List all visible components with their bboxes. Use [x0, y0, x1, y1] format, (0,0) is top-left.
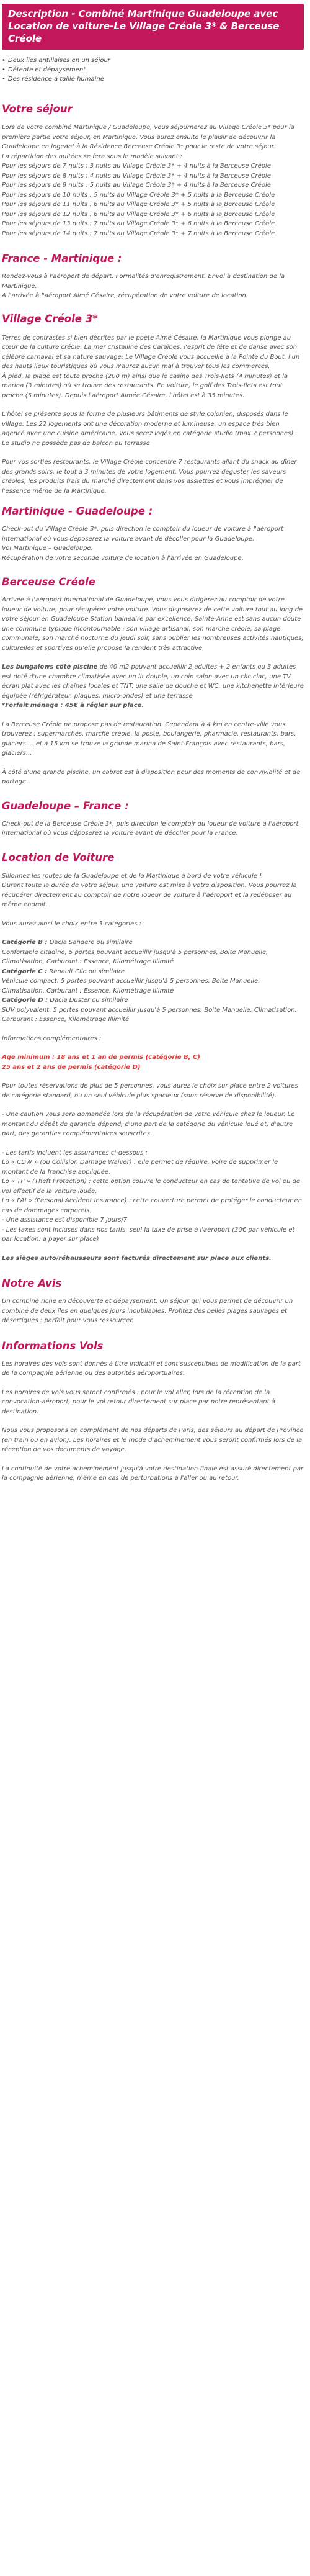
paragraph: La continuité de votre acheminement jusqu'à votre destination finale est assuré directement par la compagnie aérienne, même en cas de perturbations à l'aller ou au retour.	[2, 1465, 304, 1482]
paragraph: Les sièges auto/réhausseurs sont facturés directement sur place aux clients.	[2, 1254, 272, 1262]
paragraph: Pour les séjours de 11 nuits : 6 nuits au Village Créole 3* + 5 nuits à la Berceuse Créole	[2, 201, 275, 208]
category-b-title	[2, 938, 304, 948]
section-notre-avis	[0, 1277, 310, 1326]
category-b-detail: Confortable citadine, 5 portes,pouvant accueillir jusqu'à 5 personnes, Boite Manuelle, Climatisation, Carburant : Essence, Kilométrage Illimité	[2, 948, 268, 965]
category-model: Dacia Duster ou similaire	[48, 997, 128, 1004]
paragraph: Un combiné riche en découverte et dépaysement. Un séjour qui vous permet de découvrir un combiné de deux îles en quelques jours inoubliables. Profitez des belles plages sauvages et désertiques : parfait pour vous ressourcer.	[2, 1298, 293, 1324]
paragraph: - Les taxes sont incluses dans nos tarifs, seul la taxe de prise à l'aéroport (30€ par véhicule et par location, à payer sur place)	[2, 1226, 295, 1243]
paragraph: Pour les séjours de 9 nuits : 5 nuits au Village Créole 3* + 4 nuits à la Berceuse Créole	[2, 182, 271, 189]
page-title: Description - Combiné Martinique Guadeloupe avec Location de voiture-Le Village Créole 3* & Berceuse Créole	[8, 8, 280, 44]
info-title: Informations complémentaires :	[2, 1035, 102, 1042]
paragraph: *Forfait ménage : 45€ à régler sur place.	[2, 702, 144, 709]
section-title: Village Créole 3*	[2, 312, 98, 325]
paragraph: La Berceuse Créole ne propose pas de restauration. Cependant à 4 km en centre-ville vous trouverez : supermarchés, marché créole, la poste, boulangerie, pharmacie, restaurants, bars, glaciers.... et à 15 km se trouve la grande marina de Saint-François avec restaurants, bars, glaciers...	[2, 721, 296, 757]
paragraph: Pour les séjours de 10 nuits : 5 nuits au Village Créole 3* + 5 nuits à la Berceuse Créole	[2, 191, 275, 199]
highlight-item: • Deux îles antillaises en un séjour	[2, 56, 310, 65]
paragraph: Rendez-vous à l'aéroport de départ. Formalités d'enregistrement. Envol à destination de la Martinique.	[2, 273, 285, 290]
paragraph: L'hôtel se présente sous la forme de plusieurs bâtiments de style colonien, disposés dans le village. Les 22 logements ont une décoration moderne et lumineuse, un espace très bien agencé avec une cuisine américaine. Vous serez logés en catégorie studio (max 2 personnes). Le studio ne possède pas de balcon ou terrasse	[2, 411, 296, 447]
paragraph: - Une caution vous sera demandée lors de la récupération de votre véhicule chez le loueur. Le montant du dépôt de garantie dépend, d'une part de la catégorie du véhicule loué et, d'autre part, des garanties complémentaires souscrites.	[2, 1111, 295, 1137]
age-requirement: 25 ans et 2 ans de permis (catégorie D)	[2, 1063, 141, 1071]
bungalow-label: Les bungalows côté piscine	[2, 664, 98, 670]
paragraph: Pour les séjours de 14 nuits : 7 nuits au Village Créole 3* + 7 nuits à la Berceuse Créole	[2, 230, 275, 237]
paragraph: Check-out de la Berceuse Créole 3*, puis direction le comptoir du loueur de voiture à l'aéroport international où vous déposerez la voiture avant de décoller pour la France.	[2, 820, 299, 837]
paragraph: Vol Martinique – Guadeloupe.	[2, 545, 93, 552]
category-model: Renault Clio ou similaire	[47, 968, 125, 975]
section-votre-sejour	[0, 102, 310, 238]
section-village-creole	[0, 312, 310, 497]
highlights-list	[0, 56, 310, 84]
paragraph: - Une assistance est disponible 7 jours/7	[2, 1217, 128, 1223]
paragraph: À pied, la plage est toute proche (200 m) ainsi que le casino des Trois-Ilets (4 minutes) et la marina (3 minutes) où se trouve des restaurants. En voiture, le golf des Trois-Ilets est tout proche (5 minutes). Depuis l'aéroport Aimée Césaire, l'hôtel est à 35 minutes.	[2, 372, 288, 399]
paragraph: Pour les séjours de 7 nuits : 3 nuits au Village Créole 3* + 4 nuits à la Berceuse Créole	[2, 163, 271, 169]
section-informations-vols	[0, 1340, 310, 1484]
section-title: Location de Voiture	[2, 851, 115, 863]
paragraph: Pour les séjours de 13 nuits : 7 nuits au Village Créole 3* + 6 nuits à la Berceuse Créole	[2, 220, 275, 227]
age-requirement: Age minimum : 18 ans et 1 an de permis (catégorie B, C)	[2, 1054, 200, 1061]
section-title: Votre séjour	[2, 103, 73, 115]
section-title: Berceuse Créole	[2, 576, 95, 588]
category-label: Catégorie B :	[2, 939, 48, 946]
paragraph: La répartition des nuitées se fera sous le modèle suivant :	[2, 153, 183, 160]
section-title: France - Martinique :	[2, 253, 122, 264]
section-location-voiture	[0, 851, 310, 1264]
section-title: Guadeloupe – France :	[2, 799, 129, 812]
section-title: Notre Avis	[2, 1277, 62, 1289]
category-model: Dacia Sandero ou similaire	[47, 939, 133, 946]
paragraph: A l'arrivée à l'aéroport Aimé Césaire, récupération de votre voiture de location.	[2, 292, 248, 299]
section-title: Informations Vols	[2, 1340, 104, 1352]
paragraph: Récupération de votre seconde voiture de location à l'arrivée en Guadeloupe.	[2, 554, 244, 562]
highlight-item: • Détente et dépaysement	[2, 65, 310, 74]
paragraph: Vous aurez ainsi le choix entre 3 catégories :	[2, 920, 141, 927]
paragraph: Check-out du Village Créole 3*, puis direction le comptoir du loueur de voiture à l'aéroport international où vous déposerez la voiture avant de décoller pour la Guadeloupe.	[2, 526, 283, 543]
paragraph: Pour vos sorties restaurants, le Village Créole concentre 7 restaurants allant du snack au dîner des grands soirs, le tout à 3 minutes de votre logement. Vous pourrez déguster les saveurs créoles, les produits frais du marché directement dans vos assiettes et vous imprégner de l'essence même de la Martinique.	[2, 459, 297, 495]
paragraph: Les horaires des vols sont donnés à titre indicatif et sont susceptibles de modification de la part de la compagnie aérienne ou des autorités aéroportuaires.	[2, 1360, 301, 1377]
paragraph: Durant toute la durée de votre séjour, une voiture est mise à votre disposition. Vous pourrez la récupérer directement au comptoir de notre loueur de voiture à l'aéroport et la redéposer au même endroit.	[2, 882, 297, 908]
bungalow-description: de 40 m2 pouvant accueillir 2 adultes + 2 enfants ou 3 adultes est doté d'une chambre climatisée avec un lit double, un coin salon avec un clic clac, une TV écran plat avec les chaînes locales et TNT, une salle de douche et WC, une kitchenette intérieure équipée (réfrigérateur, plaques, micro-ondes) et une terrasse	[2, 664, 304, 700]
paragraph: Arrivée à l'aéroport international de Guadeloupe, vous vous dirigerez au comptoir de votre loueur de voiture, pour récupérer votre voiture. Vous disposerez de cette voiture tout au long de votre séjour en Guadeloupe.Station balnéaire par excellence, Sainte-Anne est sans aucun doute une commune typique incontournable : son village artisanal, son marché créole, sa plage communale, son marché nocturne du jeudi soir, sans oublier les nombreuses activités nautiques, culturelles et sportives qu'elle propose la rendent très attractive.	[2, 597, 304, 652]
paragraph: Les horaires de vols vous seront confirmés : pour le vol aller, lors de la réception de la convocation-aéroport, pour le vol retour directement sur place par notre représentant à destination.	[2, 1389, 275, 1415]
paragraph: Terres de contrastes si bien décrites par le poète Aimé Césaire, la Martinique vous plonge au cœur de la culture créole. La mer cristalline des Caraïbes, l'esprit de fête et de danse avec son célèbre carnaval et sa nature sauvage: Le Village Créole vous accueille à la Pointe du Bout, l'un des hauts lieux touristiques où vous n'aurez aucun mal à trouver tous les commerces.	[2, 334, 300, 370]
paragraph: Lo « CDW » (ou Collision Damage Waiver) : elle permet de réduire, voire de supprimer le montant de la franchise appliquée.	[2, 1159, 278, 1176]
category-label: Catégorie D :	[2, 997, 48, 1004]
category-label: Catégorie C :	[2, 968, 48, 975]
section-guadeloupe-france	[0, 799, 310, 839]
description-header	[2, 4, 304, 50]
paragraph: - Les tarifs incluent les assurances ci-dessous :	[2, 1149, 148, 1156]
category-d-title	[2, 996, 304, 1006]
section-martinique-guadeloupe	[0, 505, 310, 563]
paragraph: À côté d'une grande piscine, un cabret est à disposition pour des moments de convivialité et de partage.	[2, 768, 301, 785]
paragraph: Nous vous proposons en complément de nos départs de Paris, des séjours au départ de Province (en train ou en avion). Les horaires et le mode d'acheminement vous seront confirmés lors de la réception de vos documents de voyage.	[2, 1427, 304, 1453]
section-france-martinique	[0, 252, 310, 301]
section-title: Martinique - Guadeloupe :	[2, 505, 153, 517]
paragraph: Sillonnez les routes de la Guadeloupe et de la Martinique à bord de votre véhicule !	[2, 872, 262, 880]
paragraph	[2, 662, 304, 701]
paragraph: Pour les séjours de 12 nuits : 6 nuits au Village Créole 3* + 6 nuits à la Berceuse Créole	[2, 210, 275, 218]
category-c-title	[2, 967, 304, 977]
section-berceuse-creole	[0, 575, 310, 787]
category-d-detail: SUV polyvalent, 5 portes pouvant accueillir jusqu'à 5 personnes, Boite Manuelle, Climatisation, Carburant : Essence, Kilométrage Illimité	[2, 1006, 297, 1023]
highlight-item: • Des résidence à taille humaine	[2, 74, 310, 84]
paragraph: Lo « TP » (Theft Protection) : cette option couvre le conducteur en cas de tentative de vol ou de vol effectif de la voiture louée.	[2, 1178, 301, 1195]
paragraph: Pour toutes réservations de plus de 5 personnes, vous aurez le choix sur place entre 2 voitures de catégorie standard, ou un seul véhicule plus spacieux (sous réserve de disponibilité).	[2, 1083, 298, 1099]
paragraph: Lo « PAI » (Personal Accident Insurance) : cette couverture permet de protéger le conducteur en cas de dommages corporels.	[2, 1197, 303, 1214]
paragraph: Lors de votre combiné Martinique / Guadeloupe, vous séjournerez au Village Créole 3* pour la première partie votre séjour, en Martinique. Vous aurez ensuite le plaisir de découvrir la Guadeloupe en logeant à la Résidence Berceuse Créole 3* pour le reste de votre séjour.	[2, 124, 294, 150]
category-c-detail: Véhicule compact, 5 portes pouvant accueillir jusqu'à 5 personnes, Boite Manuelle, Climatisation, Carburant : Essence, Kilométrage Illimité	[2, 978, 260, 994]
paragraph: Pour les séjours de 8 nuits : 4 nuits au Village Créole 3* + 4 nuits à la Berceuse Créole	[2, 172, 271, 179]
